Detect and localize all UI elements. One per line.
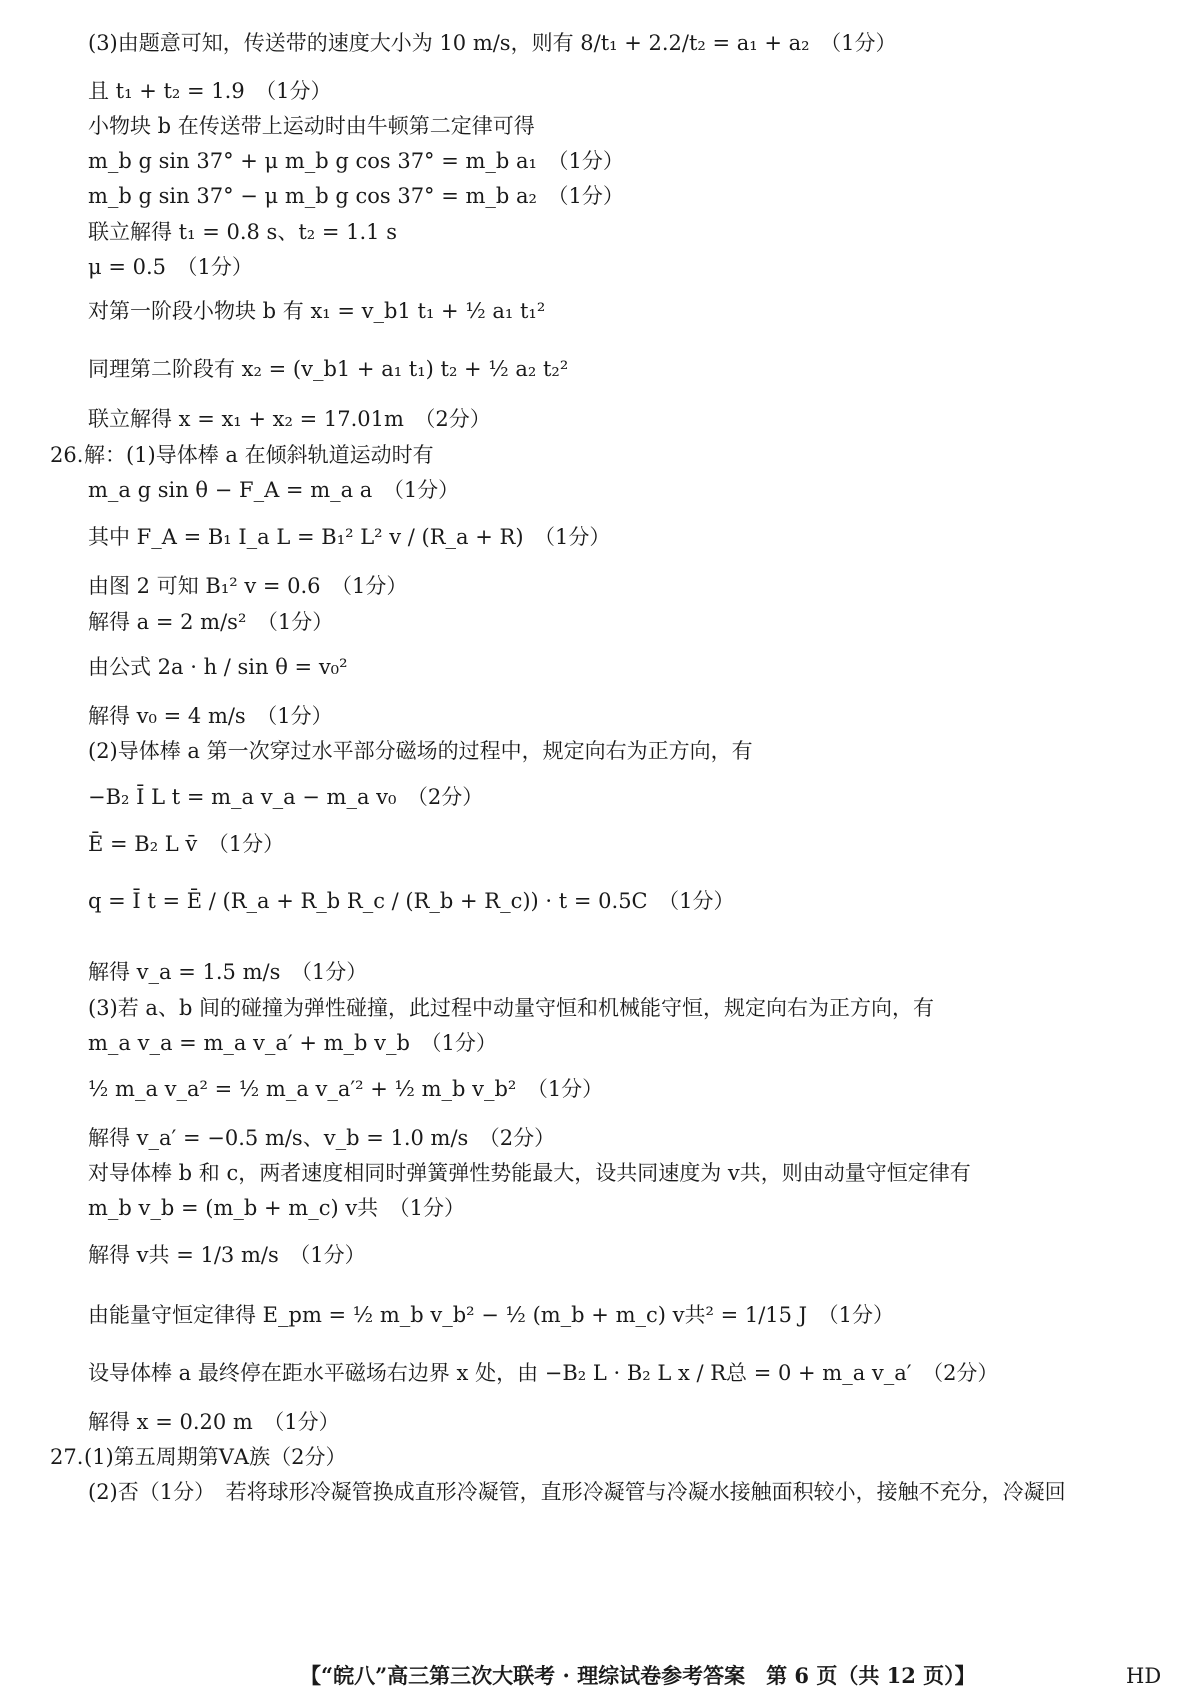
footer-title: 【“皖八”高三第三次大联考 · 理综试卷参考答案 第 6 页（共 12 页）】: [300, 1663, 976, 1688]
answer-page: (3)由题意可知，传送带的速度大小为 10 m/s，则有 8/t₁ + 2.2/t₂ = a₁ + a₂ （1分） 且 t₁ + t₂ = 1.9 （1分） 小物块 b 在传送带上运动时由牛顿第二定律可得 m_b g sin 37° + μ m_b g cos 37° = m_b a₁ （1分） m_b g sin 37° − μ m_b g cos 37° = m_b a₂ （1分） 联立解得 t₁ = 0.8 s、t₂ = 1.1 s μ = 0.5 （1分） 对第一阶段小物块 b 有 x₁ = v_b1 t₁ + ½ a₁ t₁² 同理第二阶段有 x₂ = (v_b1 + a₁ t₁) t₂ + ½ a₂ t₂² 联立解得 x = x₁ + x₂ = 17.01m （2分） 26. 解：(1)导体棒 a 在倾斜轨道运动时有 m_a g sin θ − F_A = m_a a （1分） 其中 F_A = B₁ I_a L = B₁² L² v / (R_a + R) （1分） 由图 2 可知 B₁² v = 0.6 （1分） 解得 a = 2 m/s² （1分） 由公式 2a · h / sin θ = v₀² 解得 v₀ = 4 m/s （1分） (2)导体棒 a 第一次穿过水平部分磁场的过程中，规定向右为正方向，有 −B₂ Ī L t = m_a v_a − m_a v₀ （2分） Ē = B₂ L v̄ （1分） q = Ī t = Ē / (R_a + R_b R_c / (R_b + R_c)) · t = 0.5C （1分） 解得 v_a = 1.5 m/s （1分） (3)若 a、b 间的碰撞为弹性碰撞，此过程中动量守恒和机械能守恒，规定向右为正方向，有 m_a v_a = m_a v_a′ + m_b v_b （1分） ½ m_a v_a² = ½ m_a v_a′² + ½ m_b v_b² （1分） 解得 v_a′ = −0.5 m/s、v_b = 1.0 m/s （2分） 对导体棒 b 和 c，两者速度相同时弹簧弹性势能最大，设共同速度为 v共，则由动量守恒定律有 m_b v_b = (m_b + m_c) v共 （1分） 解得 v共 = 1/3 m/s （1分） 由能量守恒定律得 E_pm = ½ m_b v_b² − ½ (m_b + m_c) v共² = 1/15 J （1分） 设导体棒 a 最终停在距水平磁场右边界 x 处，由 −B₂ L · B₂ L x / R总 = 0 + m_a v_a′ （2分） 解得 x = 0.20 m （1分） 27. (1)第五周期第ⅤA族（2分） (2)否（1分） 若将球形冷凝管换成直形冷凝管，直形冷凝管与冷凝水接触面积较小，接触不充分，冷凝回 【“皖八”高三第三次大联考 · 理综试卷参考答案 第 6 页（共 12 页）】 HD: [50, 31, 1162, 1688]
footer-code: HD: [1126, 1664, 1162, 1688]
question-number: 27.: [50, 1445, 84, 1469]
question-number: 26.: [50, 443, 84, 467]
